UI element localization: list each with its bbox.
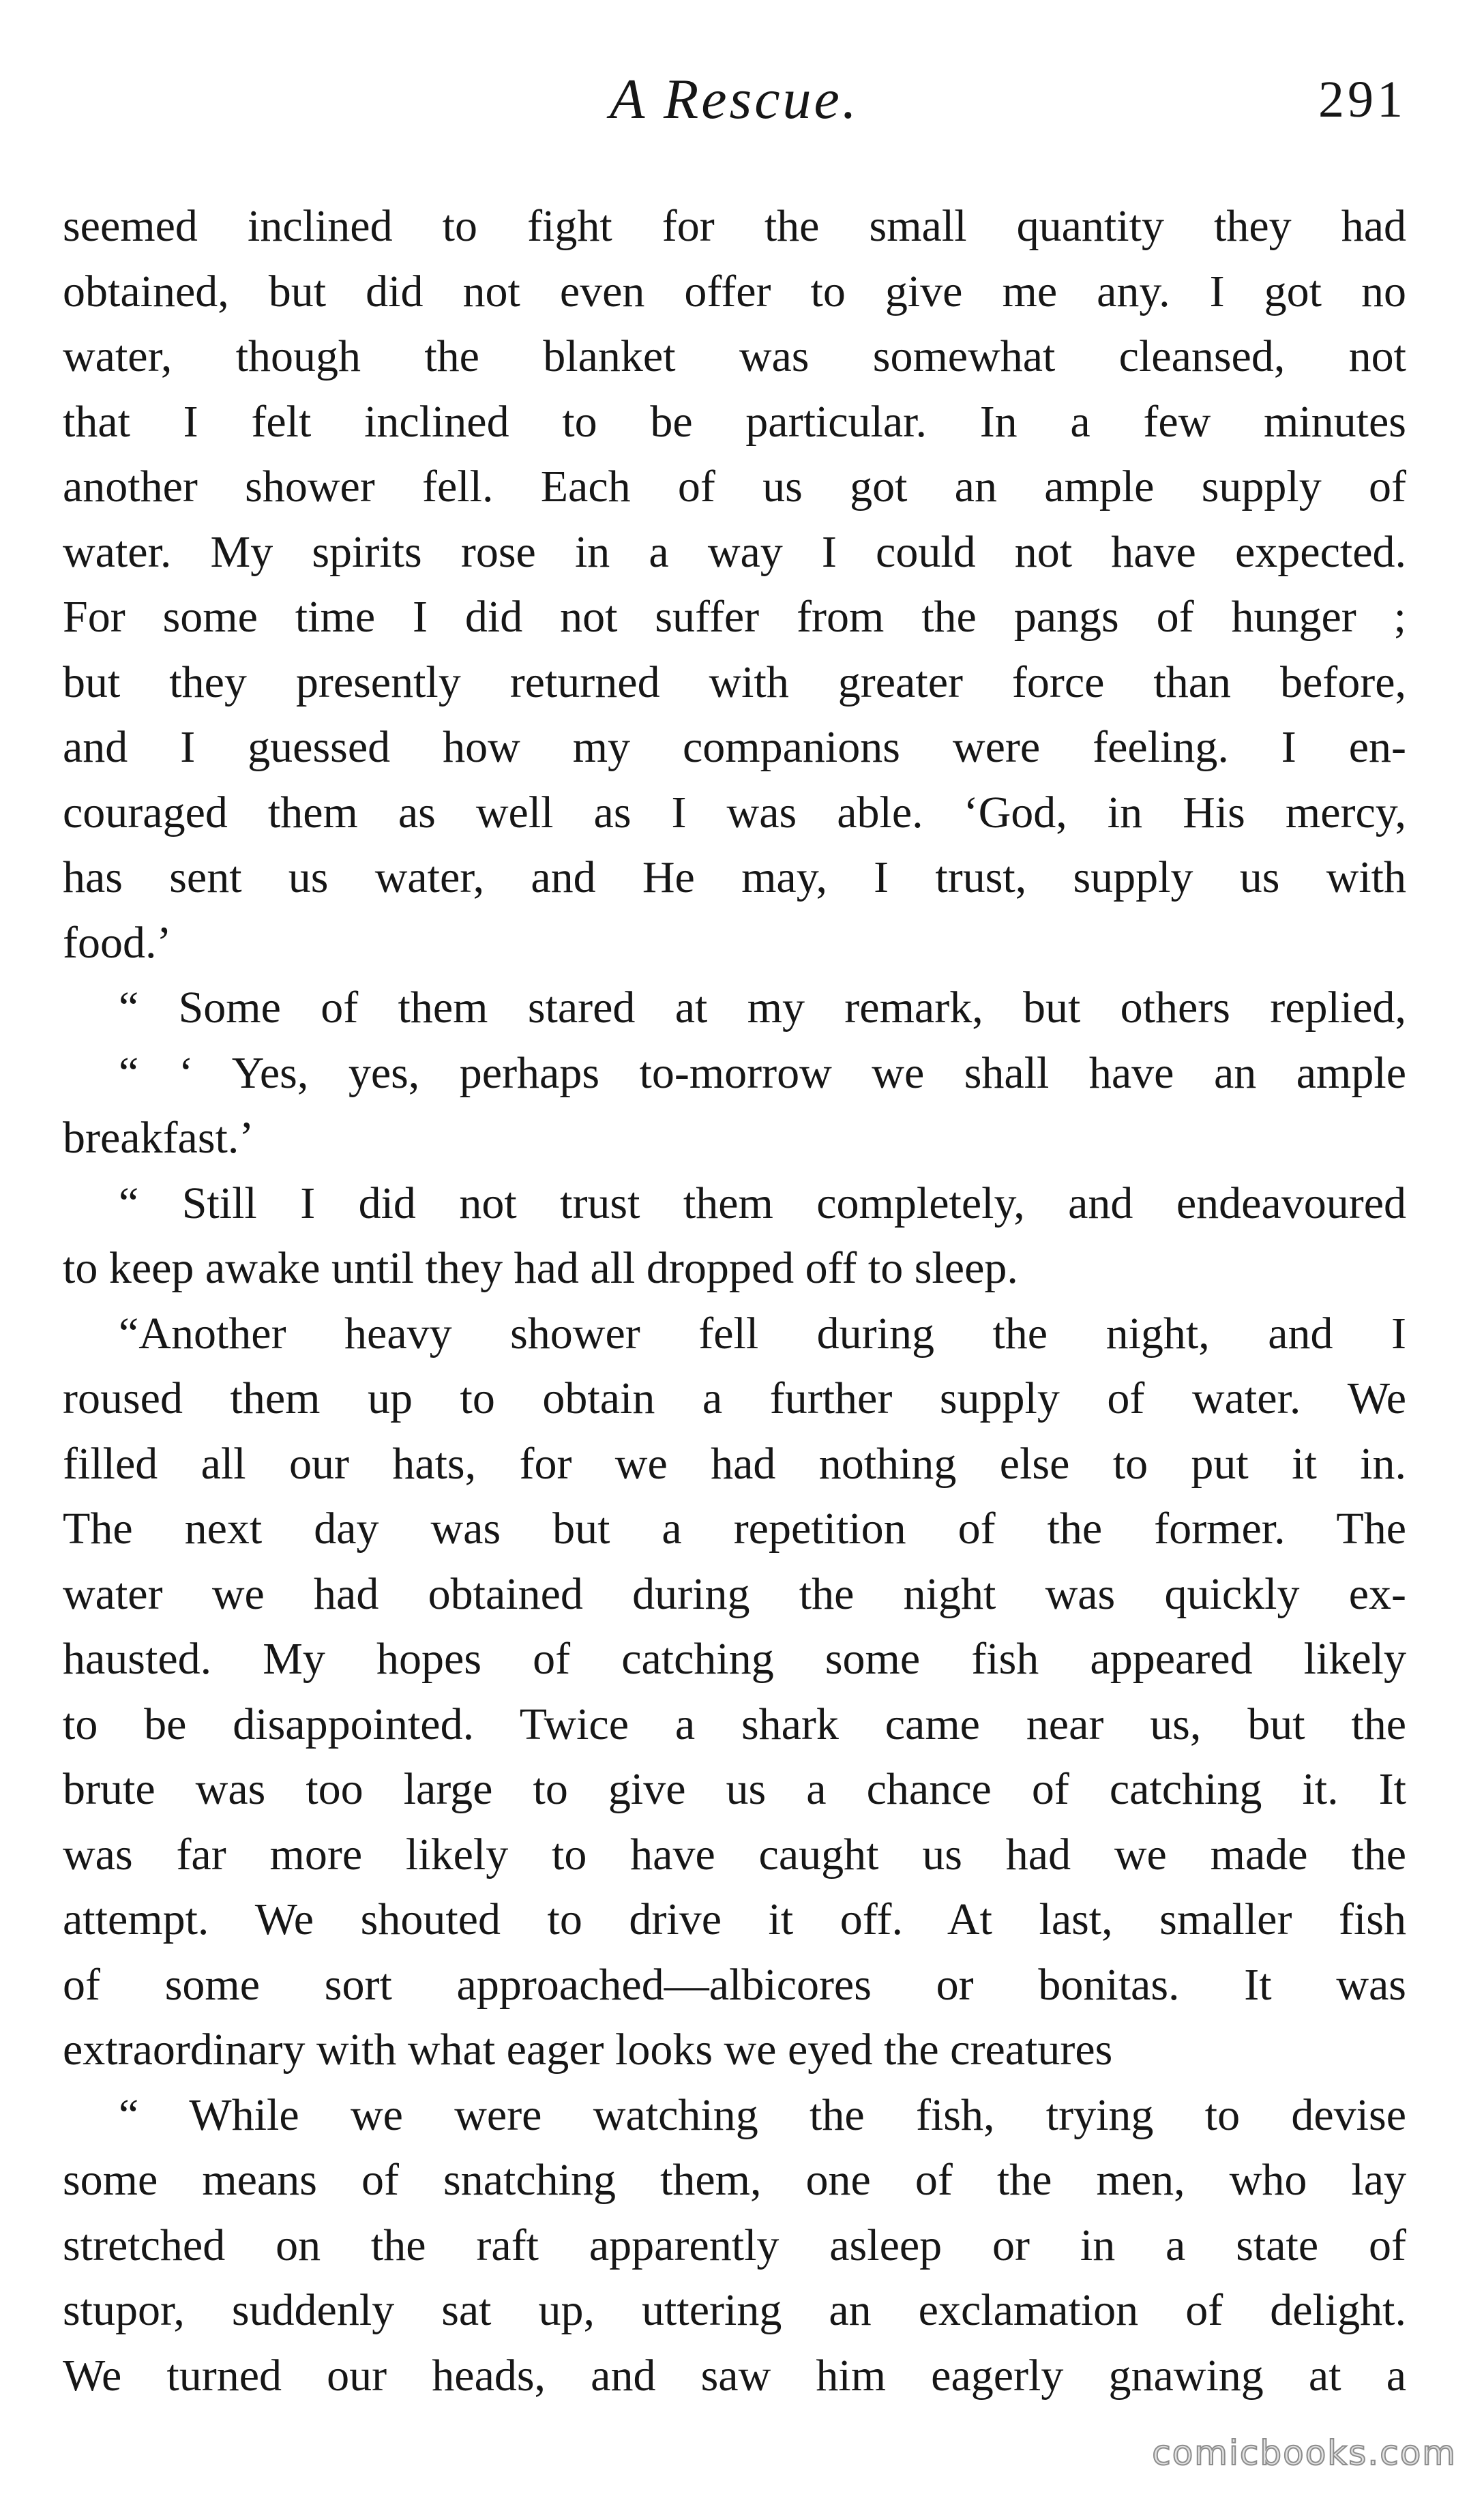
text-line: to be disappointed. Twice a shark came near us, but the xyxy=(63,1699,1406,1749)
text-line: “ Some of them stared at my remark, but others replied, xyxy=(119,983,1406,1032)
text-line: seemed inclined to fight for the small quantity they had xyxy=(63,201,1406,251)
text-line: and I guessed how my companions were feeling. I en- xyxy=(63,722,1406,772)
text-line: of some sort approached—albicores or bonitas. It was xyxy=(63,1959,1406,2010)
text-line: obtained, but did not even offer to give me any. I got no xyxy=(63,266,1406,316)
text-line: but they presently returned with greater force than before, xyxy=(63,657,1406,707)
text-line: to keep awake until they had all dropped off to sleep. xyxy=(63,1243,1018,1293)
text-line: “ ‘ Yes, yes, perhaps to-morrow we shall have an ample xyxy=(119,1048,1406,1098)
text-line: “ Still I did not trust them completely, and endeavoured xyxy=(119,1178,1406,1228)
text-line: “ While we were watching the fish, trying to devise xyxy=(119,2090,1406,2140)
text-line: water, though the blanket was somewhat cleansed, not xyxy=(63,331,1406,381)
watermark: comicbooks.com xyxy=(1152,2433,1457,2473)
text-line: The next day was but a repetition of the former. The xyxy=(63,1504,1406,1554)
text-line: couraged them as well as I was able. ‘God, in His mercy, xyxy=(63,787,1406,837)
text-line: filled all our hats, for we had nothing else to put it in. xyxy=(63,1438,1406,1489)
text-line: water we had obtained during the night was quickly ex- xyxy=(63,1569,1406,1619)
text-line: extraordinary with what eager looks we eyed the creatures xyxy=(63,2025,1113,2075)
text-line: “Another heavy shower fell during the night, and I xyxy=(119,1308,1406,1358)
text-line: that I felt inclined to be particular. In a few minutes xyxy=(63,396,1406,447)
text-line: breakfast.’ xyxy=(63,1113,254,1163)
text-line: brute was too large to give us a chance of catching it. It xyxy=(63,1764,1406,1814)
text-line: some means of snatching them, one of the men, who lay xyxy=(63,2155,1406,2205)
text-line: has sent us water, and He may, I trust, supply us with xyxy=(63,852,1406,902)
text-line: water. My spirits rose in a way I could not have expected. xyxy=(63,526,1406,577)
running-head xyxy=(63,65,1406,134)
running-title: A Rescue. xyxy=(610,68,859,131)
text-line: another shower fell. Each of us got an ample supply of xyxy=(63,462,1406,511)
text-line: food.’ xyxy=(63,917,172,968)
text-line: roused them up to obtain a further supply of water. We xyxy=(63,1373,1406,1423)
text-line: attempt. We shouted to drive it off. At last, smaller fish xyxy=(63,1895,1406,1944)
text-line: stretched on the raft apparently asleep or in a state of xyxy=(63,2220,1406,2270)
page-number: 291 xyxy=(1318,71,1406,128)
text-line: stupor, suddenly sat up, uttering an exclamation of delight. xyxy=(63,2285,1406,2335)
text-line: For some time I did not suffer from the pangs of hunger ; xyxy=(63,592,1406,642)
text-line: was far more likely to have caught us had we made the xyxy=(63,1829,1406,1880)
text-line: We turned our heads, and saw him eagerly gnawing at a xyxy=(63,2350,1406,2401)
text-line: hausted. My hopes of catching some fish appeared likely xyxy=(63,1634,1406,1684)
body-text xyxy=(63,194,1406,2408)
